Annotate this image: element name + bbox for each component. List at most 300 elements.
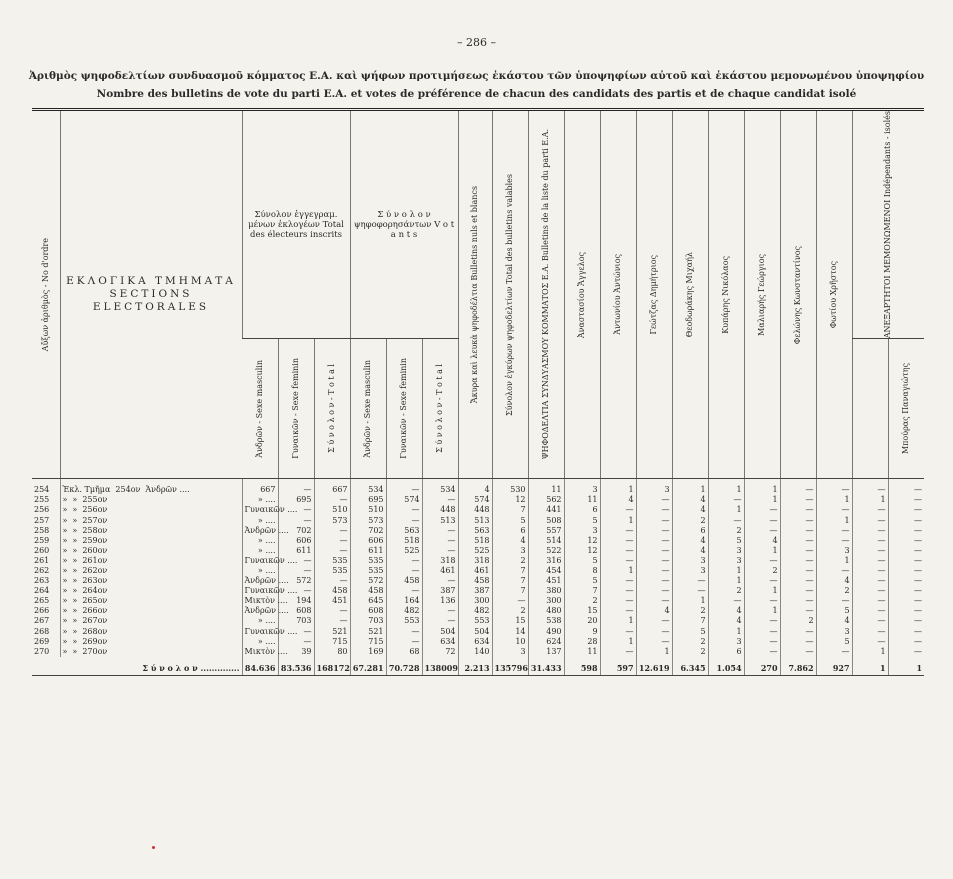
cell-value: —	[852, 505, 888, 515]
cell-value: —	[780, 606, 816, 616]
table-row	[32, 516, 924, 526]
cell-value: 703	[350, 616, 386, 626]
cell-value: 68	[386, 647, 422, 657]
cell-value: 4	[600, 495, 636, 505]
cell-section	[60, 576, 242, 586]
cell-value: 2	[492, 606, 528, 616]
cell-value: 535	[350, 556, 386, 566]
section-part: »	[62, 565, 68, 575]
cell-value: —	[888, 546, 924, 556]
cell-value: 3	[672, 566, 708, 576]
cell-value: —	[888, 536, 924, 546]
cell-section	[60, 516, 242, 526]
cell-value: —	[816, 536, 852, 546]
section-part: 268ον	[82, 626, 108, 636]
cell-order: 262	[34, 565, 50, 575]
cell-value: 15	[492, 616, 528, 626]
cell-value: —	[636, 536, 672, 546]
cell-value: 1	[672, 596, 708, 606]
cell-value: —	[852, 479, 888, 496]
table-row	[32, 526, 924, 536]
cell-section	[60, 526, 242, 536]
cell-value: —	[422, 576, 458, 586]
cell-value: —	[888, 566, 924, 576]
cell-value: —	[744, 516, 780, 526]
cell-value: 1	[744, 479, 780, 496]
cell-value: 7	[492, 566, 528, 576]
cell-value: 538	[528, 616, 564, 626]
cell-value: 300	[528, 596, 564, 606]
section-part: »	[62, 606, 68, 616]
cell-value: —	[852, 596, 888, 606]
total-value: 135796	[492, 657, 528, 676]
cell-value: —	[888, 596, 924, 606]
cell-value: 12	[492, 495, 528, 505]
cell-value: —	[744, 627, 780, 637]
cell-value: —	[636, 637, 672, 647]
cell-value: 3	[708, 546, 744, 556]
cell-value: 3	[816, 546, 852, 556]
cell-section	[60, 536, 242, 546]
cell-value: 72	[422, 647, 458, 657]
cell-value: 5	[672, 627, 708, 637]
header-total: Σ ύ ν ο λ ο ν - T o t a l	[422, 339, 458, 479]
table-row	[32, 606, 924, 616]
cell-value: 1	[708, 505, 744, 515]
cell-value: —	[314, 546, 350, 556]
cell-value: 634	[458, 637, 492, 647]
cell-value: 2	[708, 526, 744, 536]
cell-value: —	[744, 616, 780, 626]
table-row	[32, 576, 924, 586]
cell-value: 4	[708, 606, 744, 616]
table-row	[32, 546, 924, 556]
section-part: »	[62, 576, 68, 586]
cell-value: 9	[564, 627, 600, 637]
cell-value: 4	[458, 479, 492, 496]
cell-value: 2	[744, 566, 780, 576]
cell-value: 28	[564, 637, 600, 647]
section-part: »	[62, 596, 68, 606]
total-row	[32, 657, 924, 676]
cell-value: 2	[672, 647, 708, 657]
cell-value: —	[888, 495, 924, 505]
total-value: 12.619	[636, 657, 672, 676]
header-candidate: Γεώτζας Δημήτριος	[636, 110, 672, 479]
cell-value: —	[636, 505, 672, 515]
section-part: »	[72, 495, 78, 505]
section-part: 255ον	[82, 495, 108, 505]
cell-value: 1	[600, 616, 636, 626]
cell-value: —	[636, 566, 672, 576]
cell-value: —	[600, 556, 636, 566]
cell-value: —	[314, 616, 350, 626]
section-part: »	[72, 636, 78, 646]
cell-value: 513	[422, 516, 458, 526]
section-part: »	[62, 555, 68, 565]
cell-value: 387	[422, 586, 458, 596]
header-nuls: Ἄκυρα καὶ λευκὰ ψηφοδέλτια Bulletins nuls et blancs	[458, 110, 492, 479]
cell-value: —	[600, 606, 636, 616]
cell-order: 255	[34, 495, 50, 505]
cell-value: 557	[528, 526, 564, 536]
cell-value: —	[636, 546, 672, 556]
cell-value: —	[386, 637, 422, 647]
cell-value: 1	[600, 516, 636, 526]
header-order: Αὔξων ἀριθμὸς - No d'ordre	[32, 110, 60, 479]
total-value: 83.536	[278, 657, 314, 676]
table-row	[32, 556, 924, 566]
cell-value: —	[422, 606, 458, 616]
cell-value: 5	[816, 606, 852, 616]
cell-value: 530	[492, 479, 528, 496]
cell-value: 12	[564, 546, 600, 556]
cell-value: 5	[816, 637, 852, 647]
cell-value: 14	[492, 627, 528, 637]
cell-value: 15	[564, 606, 600, 616]
header-candidate: Φωτίου Χρῆστος	[816, 110, 852, 479]
cell-value: —	[852, 526, 888, 536]
total-value: 70.728	[386, 657, 422, 676]
cell-value: Γυναικῶν ....	[242, 505, 278, 515]
cell-value: 553	[458, 616, 492, 626]
cell-value: 562	[528, 495, 564, 505]
cell-value: 2	[672, 637, 708, 647]
cell-value: 634	[422, 637, 458, 647]
cell-value: —	[386, 505, 422, 515]
header-sections: ΕΚΛΟΓΙΚΑ ΤΜΗΜΑΤΑ SECTIONS ELECTORALES	[60, 110, 242, 479]
cell-value: —	[386, 556, 422, 566]
cell-value: 2	[708, 586, 744, 596]
cell-value: 2	[816, 586, 852, 596]
cell-value: 715	[314, 637, 350, 647]
cell-section	[60, 616, 242, 626]
header-total: Σ ύ ν ο λ ο ν - T o t a l	[314, 339, 350, 479]
cell-value: 525	[458, 546, 492, 556]
cell-order: 256	[34, 505, 50, 515]
cell-value: » ....	[242, 616, 278, 626]
cell-value: 194	[278, 596, 314, 606]
total-label: Σ ύ ν ο λ ο ν ..............	[32, 657, 242, 676]
cell-value: 514	[528, 536, 564, 546]
cell-value: 574	[458, 495, 492, 505]
cell-value: —	[386, 516, 422, 526]
cell-value: —	[816, 647, 852, 657]
cell-value: —	[780, 637, 816, 647]
cell-value: Ἀνδρῶν ....	[242, 526, 278, 536]
cell-value: —	[744, 526, 780, 536]
cell-value: —	[816, 505, 852, 515]
cell-section	[60, 606, 242, 616]
cell-value: » ....	[242, 536, 278, 546]
cell-value: 521	[350, 627, 386, 637]
cell-value: —	[600, 546, 636, 556]
cell-value: —	[422, 526, 458, 536]
cell-value: —	[636, 556, 672, 566]
section-part: »	[62, 646, 68, 656]
cell-value: 164	[386, 596, 422, 606]
cell-value: 451	[314, 596, 350, 606]
cell-value: —	[314, 495, 350, 505]
cell-value: —	[852, 637, 888, 647]
cell-value: —	[708, 495, 744, 505]
cell-value: —	[636, 516, 672, 526]
section-part: »	[72, 505, 78, 515]
cell-value: 521	[314, 627, 350, 637]
cell-value: —	[636, 616, 672, 626]
cell-value: 563	[458, 526, 492, 536]
cell-value: 1	[600, 566, 636, 576]
cell-value: —	[888, 479, 924, 496]
cell-value: —	[314, 576, 350, 586]
section-part: »	[72, 626, 78, 636]
table-row	[32, 627, 924, 637]
section-part: »	[72, 525, 78, 535]
cell-value: —	[744, 576, 780, 586]
cell-order: 257	[34, 515, 50, 525]
cell-value: —	[744, 556, 780, 566]
cell-value: 3	[672, 556, 708, 566]
section-part: »	[72, 555, 78, 565]
cell-value: —	[780, 526, 816, 536]
cell-value: 518	[386, 536, 422, 546]
section-part: »	[72, 565, 78, 575]
table-row	[32, 495, 924, 505]
total-value: 1	[852, 657, 888, 676]
cell-value: Μικτὸν ....	[242, 647, 278, 657]
cell-value: 572	[278, 576, 314, 586]
cell-value: —	[780, 647, 816, 657]
cell-value: —	[852, 546, 888, 556]
cell-value: 4	[744, 536, 780, 546]
section-part: »	[62, 535, 68, 545]
cell-value: —	[708, 596, 744, 606]
cell-value: —	[278, 516, 314, 526]
cell-section	[60, 546, 242, 556]
cell-value: 1	[744, 546, 780, 556]
cell-value: —	[888, 586, 924, 596]
header-valables: Σύνολον ἐγκύρων ψηφοδελτίων Total des bulletins valables	[492, 110, 528, 479]
section-part: »	[72, 646, 78, 656]
cell-value: 80	[314, 647, 350, 657]
cell-value: 1	[816, 556, 852, 566]
cell-value: —	[780, 566, 816, 576]
cell-value: 1	[816, 516, 852, 526]
total-value: 168172	[314, 657, 350, 676]
cell-value: 1	[852, 495, 888, 505]
cell-value: 6	[492, 526, 528, 536]
section-part: 266ον	[82, 606, 108, 616]
cell-value: 1	[708, 479, 744, 496]
cell-value: 3	[564, 479, 600, 496]
cell-value: —	[744, 505, 780, 515]
cell-value: 4	[708, 616, 744, 626]
cell-section	[60, 637, 242, 647]
cell-value: —	[780, 576, 816, 586]
cell-value: 1	[744, 606, 780, 616]
header-candidate: Ἀντωνίου Ἀντώνιος	[600, 110, 636, 479]
cell-value: 525	[386, 546, 422, 556]
section-part: 258ον	[82, 525, 108, 535]
cell-value: 715	[350, 637, 386, 647]
cell-value: —	[422, 495, 458, 505]
cell-value: 535	[350, 566, 386, 576]
cell-value: 140	[458, 647, 492, 657]
cell-value: —	[492, 596, 528, 606]
cell-value: 482	[386, 606, 422, 616]
cell-value: 380	[528, 586, 564, 596]
header-inscrits: Σύνολον ἐγγεγραμ. μένων ἐκλογέων Total des électeurs inscrits	[242, 110, 350, 339]
header-female: Γυναικῶν - Sexe feminin	[386, 339, 422, 479]
cell-order: 264	[34, 586, 50, 596]
cell-value: Ἀνδρῶν ....	[242, 576, 278, 586]
cell-value: —	[780, 627, 816, 637]
section-part: »	[62, 495, 68, 505]
cell-value: 695	[350, 495, 386, 505]
cell-value: Μικτὸν ....	[242, 596, 278, 606]
cell-section	[60, 586, 242, 596]
cell-value: Γυναικῶν ....	[242, 556, 278, 566]
cell-value: 11	[564, 495, 600, 505]
cell-value: » ....	[242, 546, 278, 556]
section-part: 257ον	[82, 515, 108, 525]
cell-value: 702	[278, 526, 314, 536]
total-value: 67.281	[350, 657, 386, 676]
cell-value: 535	[314, 556, 350, 566]
total-value: 31.433	[528, 657, 564, 676]
cell-value: —	[888, 556, 924, 566]
cell-value: —	[636, 596, 672, 606]
cell-value: —	[600, 576, 636, 586]
table-row	[32, 586, 924, 596]
cell-value: 6	[564, 505, 600, 515]
cell-value: 39	[278, 647, 314, 657]
cell-section	[60, 505, 242, 515]
cell-value: —	[636, 526, 672, 536]
total-value: 1	[888, 657, 924, 676]
cell-value: —	[744, 647, 780, 657]
cell-value: 6	[708, 647, 744, 657]
cell-value: 5	[492, 516, 528, 526]
cell-value: 387	[458, 586, 492, 596]
section-part: 264ον	[82, 586, 108, 596]
cell-value: 7	[672, 616, 708, 626]
cell-value: 4	[492, 536, 528, 546]
cell-value: 1	[708, 566, 744, 576]
cell-value: 137	[528, 647, 564, 657]
cell-value: 1	[600, 637, 636, 647]
cell-value: 667	[242, 479, 278, 496]
cell-value: —	[386, 566, 422, 576]
cell-value: —	[278, 556, 314, 566]
cell-value: 611	[350, 546, 386, 556]
cell-value: 448	[458, 505, 492, 515]
cell-value: 504	[422, 627, 458, 637]
cell-order: 269	[34, 636, 50, 646]
cell-value: —	[852, 566, 888, 576]
cell-value: —	[780, 505, 816, 515]
section-part: 263ον	[82, 576, 108, 586]
cell-value: —	[888, 647, 924, 657]
cell-value: 1	[744, 586, 780, 596]
table-row	[32, 479, 924, 496]
section-part: »	[72, 606, 78, 616]
cell-value: —	[422, 536, 458, 546]
section-part: »	[62, 636, 68, 646]
total-value: 7.862	[780, 657, 816, 676]
cell-section	[60, 556, 242, 566]
cell-value: 7	[492, 576, 528, 586]
cell-value: 535	[314, 566, 350, 576]
section-part: 254ον	[115, 485, 141, 495]
cell-value: 572	[350, 576, 386, 586]
cell-order: 263	[34, 576, 50, 586]
cell-value: 458	[386, 576, 422, 586]
table-body	[32, 479, 924, 676]
cell-order: 270	[34, 646, 50, 656]
section-part: »	[62, 545, 68, 555]
section-part: 269ον	[82, 636, 108, 646]
cell-value: 3	[708, 637, 744, 647]
cell-value: 8	[564, 566, 600, 576]
cell-value: 5	[564, 516, 600, 526]
table-row	[32, 536, 924, 546]
cell-value: 7	[564, 586, 600, 596]
cell-value: 608	[278, 606, 314, 616]
table-row	[32, 616, 924, 626]
cell-value: » ....	[242, 637, 278, 647]
cell-value: —	[816, 596, 852, 606]
cell-value: —	[888, 516, 924, 526]
cell-value: —	[422, 546, 458, 556]
cell-value: 318	[422, 556, 458, 566]
section-part: »	[62, 525, 68, 535]
table-row	[32, 647, 924, 657]
cell-value: —	[600, 596, 636, 606]
cell-value: 480	[528, 606, 564, 616]
cell-value: 534	[422, 479, 458, 496]
total-value: 138009	[422, 657, 458, 676]
section-part: Ἐκλ. Τμῆμα	[62, 485, 111, 495]
cell-value: —	[780, 546, 816, 556]
cell-value: 510	[350, 505, 386, 515]
cell-value: 1	[744, 495, 780, 505]
cell-value: 534	[350, 479, 386, 496]
header-isole-blank	[852, 339, 888, 479]
header-male: Ἀνδρῶν - Sexe masculin	[350, 339, 386, 479]
cell-value: 611	[278, 546, 314, 556]
section-part: 265ον	[82, 596, 108, 606]
total-value: 6.345	[672, 657, 708, 676]
cell-value: 606	[350, 536, 386, 546]
cell-order: 261	[34, 555, 50, 565]
total-value: 598	[564, 657, 600, 676]
total-value: 270	[744, 657, 780, 676]
cell-value: —	[780, 596, 816, 606]
cell-value: 522	[528, 546, 564, 556]
section-part: »	[62, 505, 68, 515]
section-part: »	[72, 586, 78, 596]
cell-value: —	[780, 516, 816, 526]
cell-value: —	[278, 505, 314, 515]
ink-mark	[152, 846, 155, 849]
cell-value: 441	[528, 505, 564, 515]
cell-value: —	[636, 627, 672, 637]
cell-value: —	[422, 616, 458, 626]
cell-value: —	[852, 516, 888, 526]
cell-value: —	[852, 606, 888, 616]
cell-value: —	[386, 627, 422, 637]
